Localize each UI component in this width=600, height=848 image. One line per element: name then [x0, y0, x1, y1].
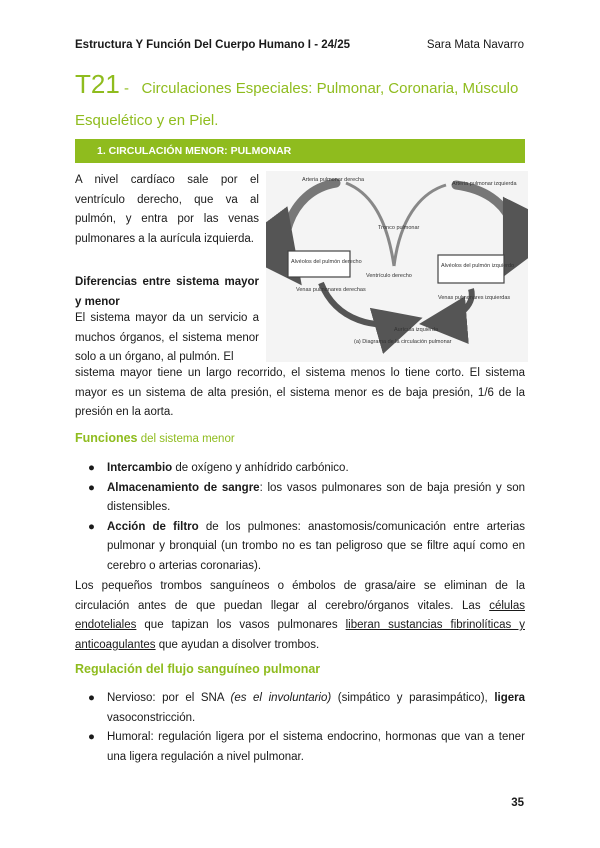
differences-text-full: sistema mayor tiene un largo recorrido, el sistema menos lo tiene corto. El sistema mayor es un sistema de alta presión, el sistema menor es de baja presión, 1/6 de la presión en la aorta.	[75, 367, 525, 418]
trombos-t1: Los pequeños trombos sanguíneos o émbolos de grasa/aire se eliminan de la circulación antes de que puedan llegar al cerebro/órganos vitales. Las	[75, 580, 525, 612]
funciones-title-rest: del sistema menor	[137, 433, 235, 445]
label-caption: (a) Diagrama de la circulación pulmonar	[354, 339, 452, 345]
reg-i: (es el involuntario)	[230, 692, 332, 704]
trombos-t3: que ayudan a disolver trombos.	[155, 638, 320, 651]
header-course: Estructura Y Función Del Cuerpo Humano I - 24/25	[75, 39, 350, 51]
differences-text-col: El sistema mayor da un servicio a muchos órganos, el sistema menor solo a un órgano, al pulmón. El	[75, 312, 259, 363]
reg-b: (simpático y parasimpático),	[331, 692, 495, 704]
trombos-t2: que tapizan los vasos pulmonares	[136, 619, 346, 631]
header-author: Sara Mata Navarro	[426, 39, 524, 51]
bullet-icon: ●	[88, 462, 95, 474]
differences-title: Diferencias entre sistema mayor y menor	[75, 276, 259, 308]
title-code: T21	[75, 69, 120, 99]
bullet-icon: ●	[88, 731, 95, 743]
funciones-title-bold: Funciones	[75, 431, 138, 445]
label-arteria-izq: Arteria pulmonar izquierda	[452, 181, 517, 187]
funciones-heading	[75, 431, 235, 445]
funciones-list	[75, 459, 525, 576]
reg-bold: ligera	[494, 692, 525, 704]
regulacion-list	[75, 689, 525, 767]
label-arteria-dcha: Arteria pulmonar derecha	[302, 177, 365, 183]
page-number: 35	[511, 797, 524, 809]
regulacion-title: Regulación del flujo sanguíneo pulmonar	[75, 662, 321, 676]
title-line2: Esquelético y en Piel.	[75, 112, 219, 129]
bullet-icon: ●	[88, 692, 95, 704]
bullet-icon: ●	[88, 520, 95, 533]
item-bold: Acción de filtro	[107, 520, 199, 533]
list-item	[75, 518, 525, 577]
trombos-u1: células endoteliales	[75, 599, 525, 631]
label-alveolos-izq: Alvéolos del pulmón izquierdo	[441, 263, 515, 269]
trombos-u2: liberan sustancias fibrinolíticas y anticoagulantes	[75, 619, 525, 651]
item-bold: Intercambio	[107, 462, 173, 474]
label-ventriculo: Ventrículo derecho	[366, 273, 412, 279]
page-title	[75, 68, 535, 137]
item-text: de oxígeno y anhídrido carbónico.	[172, 462, 349, 474]
section-heading: 1. CIRCULACIÓN MENOR: PULMONAR	[97, 145, 292, 157]
title-line1: Circulaciones Especiales: Pulmonar, Coronaria, Músculo	[141, 80, 519, 97]
bullet-icon: ●	[88, 481, 95, 494]
diagram-svg	[266, 171, 528, 362]
regulacion-heading	[75, 662, 320, 676]
item-text: : los vasos pulmonares son de baja presión y son distensibles.	[107, 481, 525, 513]
reg-a: Humoral: regulación ligera por el sistema endocrino, hormonas que van a tener una ligera regulación a nivel pulmonar.	[107, 731, 525, 763]
item-text: de los pulmones: anastomosis/comunicación entre arterias pulmonar y bronquial (un trombo no es tan peligroso que se filtre aquí como en cerebro o arterias coronarias).	[107, 520, 525, 572]
reg-a: Nervioso: por el SNA	[107, 692, 231, 704]
trombos-paragraph	[75, 577, 525, 655]
reg-c: vasoconstricción.	[107, 711, 196, 724]
label-venas-dcha: Venas pulmonares derechas	[296, 287, 366, 293]
list-item	[75, 689, 525, 728]
list-item	[75, 459, 525, 479]
section-banner	[75, 139, 525, 163]
alveoli-left-box	[438, 255, 504, 283]
intro-paragraph: A nivel cardíaco sale por el ventrículo derecho, que va al pulmón, y entra por las venas pulmonares a la aurícula izquierda.	[75, 174, 259, 245]
list-item	[75, 479, 525, 518]
label-alveolos-dcho: Alvéolos del pulmón derecho	[291, 259, 362, 265]
pulmonary-circulation-diagram	[266, 171, 528, 362]
item-bold: Almacenamiento de sangre	[107, 481, 260, 494]
label-venas-izq: Venas pulmonares izquierdas	[438, 295, 511, 301]
list-item	[75, 728, 525, 767]
label-tronco: Tronco pulmonar	[378, 225, 420, 231]
label-auricula: Aurícula izquierda	[394, 327, 439, 333]
title-dash: -	[119, 80, 134, 97]
